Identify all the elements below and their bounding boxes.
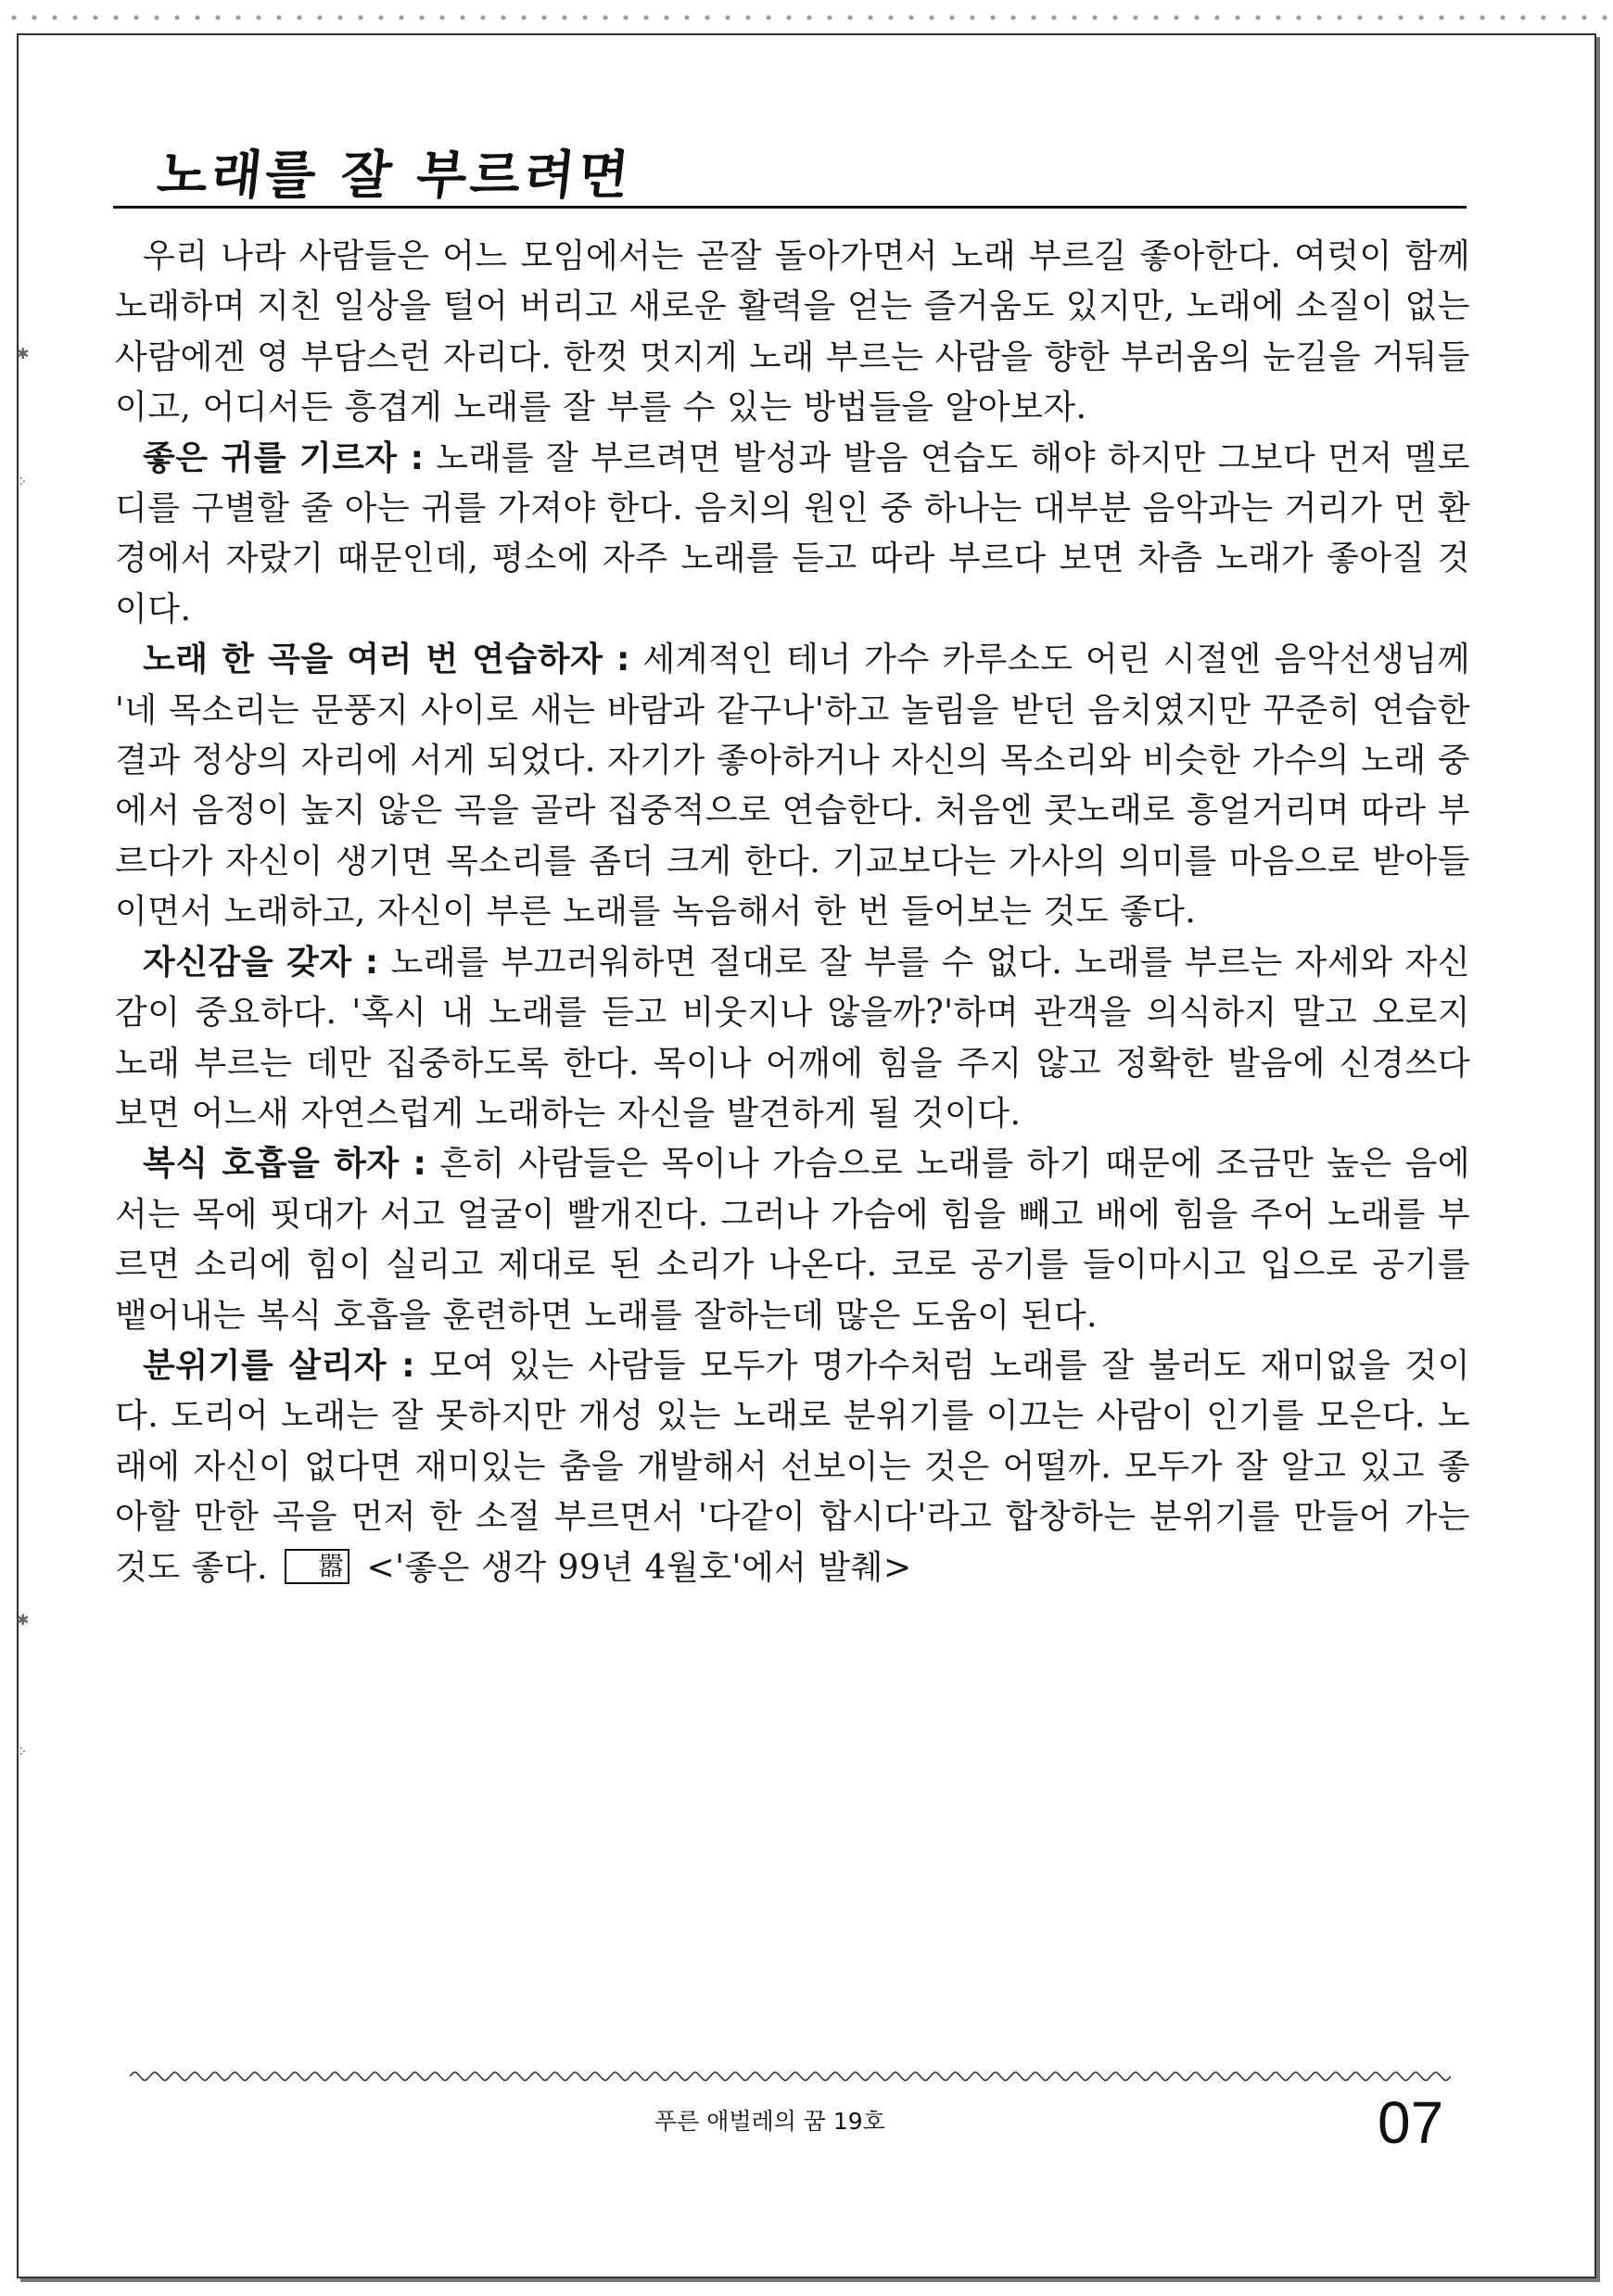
section-body: 흔히 사람들은 목이나 가슴으로 노래를 하기 때문에 조금만 높은 음에서는 목에 핏대가 서고 얼굴이 빨개진다. 그러나 가슴에 힘을 빼고 배에 힘을 주어 노래를 부르면 소리에 힘이 실리고 제대로 된 소리가 나온다. 코로 공기를 들이마시고 입으로 공기를 뱉어내는 복식 호흡을 훈련하면 노래를 잘하는데 많은 도움이 된다. (115, 1145, 1470, 1335)
scan-speck: ✱ (17, 1611, 30, 1629)
section-heading: 복식 호흡을 하자 : (143, 1145, 427, 1184)
section-body: 노래를 잘 부르려면 발성과 발음 연습도 해야 하지만 그보다 먼저 멜로디를 구별할 줄 아는 귀를 가져야 한다. 음치의 원인 중 하나는 대부분 음악과는 거리가 먼 환경에서 자랐기 때문인데, 평소에 자주 노래를 듣고 따라 부르다 보면 차츰 노래가 좋아질 것이다. (115, 438, 1470, 628)
section-heading: 노래 한 곡을 여러 번 연습하자 : (143, 641, 630, 679)
article-title: 노래를 잘 부르려면 (154, 146, 636, 206)
section-paragraph (115, 938, 1470, 1140)
scan-speck: ⁘ (15, 473, 28, 490)
section-body: 모여 있는 사람들 모두가 명가수처럼 노래를 잘 불러도 재미없을 것이다. 도리어 노래는 잘 못하지만 개성 있는 노래로 분위기를 이끄는 사람이 인기를 모은다. 노래에 자신이 없다면 재미있는 춤을 개발해서 선보이는 것은 어떨까. 모두가 잘 알고 있고 좋아할 만한 곡을 먼저 한 소절 부르면서 '다같이 합시다'라고 합창하는 분위기를 만들어 가는 것도 좋다. (115, 1346, 1471, 1587)
page-number: 07 (1378, 2089, 1444, 2156)
end-mark-icon: 嚣 (285, 1549, 350, 1584)
section-body: 노래를 부끄러워하면 절대로 잘 부를 수 없다. 노래를 부르는 자세와 자신감이 중요하다. '혹시 내 노래를 듣고 비웃지나 않을까?'하며 관객을 의식하지 말고 오로지 노래 부르는 데만 집중하도록 한다. 목이나 어깨에 힘을 주지 않고 정확한 발음에 신경쓰다 보면 어느새 자연스럽게 노래하는 자신을 발견하게 될 것이다. (115, 943, 1470, 1133)
section-paragraph (115, 1139, 1470, 1341)
intro-paragraph: 우리 나라 사람들은 어느 모임에서는 곧잘 돌아가면서 노래 부르길 좋아한다. 여럿이 함께 노래하며 지친 일상을 털어 버리고 새로운 활력을 얻는 즐거움도 있지만, 노래에 소질이 없는 사람에겐 영 부담스런 자리다. 한껏 멋지게 노래 부르는 사람을 향한 부러움의 눈길을 거둬들이고, 어디서든 흥겹게 노래를 잘 부를 수 있는 방법들을 알아보자. (115, 237, 1470, 427)
scan-speck: ⁘ (15, 1743, 28, 1760)
section-paragraph (115, 434, 1470, 636)
publication-name: 푸른 애벌레의 꿈 19호 (654, 2108, 885, 2135)
section-paragraph (115, 1341, 1470, 1593)
title-underline (113, 206, 1467, 209)
section-heading: 자신감을 갖자 : (143, 943, 379, 982)
section-heading: 좋은 귀를 기르자 : (143, 438, 425, 477)
source-citation: <'좋은 생각 99년 4월호'에서 발췌> (366, 1548, 912, 1587)
section-heading: 분위기를 살리자 : (143, 1346, 416, 1385)
article-body (115, 232, 1470, 1593)
section-paragraph (115, 635, 1470, 937)
wavy-divider (130, 2069, 1451, 2084)
section-body: 세계적인 테너 가수 카루소도 어린 시절엔 음악선생님께 '네 목소리는 문풍지 사이로 새는 바람과 같구나'하고 놀림을 받던 음치였지만 꾸준히 연습한 결과 정상의 자리에 서게 되었다. 자기가 좋아하거나 자신의 목소리와 비슷한 가수의 노래 중에서 음정이 높지 않은 곡을 골라 집중적으로 연습한다. 처음엔 콧노래로 흥얼거리며 따라 부르다가 자신이 생기면 목소리를 좀더 크게 한다. 기교보다는 가사의 의미를 마음으로 받아들이면서 노래하고, 자신이 부른 노래를 녹음해서 한 번 들어보는 것도 좋다. (115, 641, 1470, 932)
spiral-binding-edge (0, 0, 1613, 32)
scan-speck: ✱ (17, 345, 30, 362)
